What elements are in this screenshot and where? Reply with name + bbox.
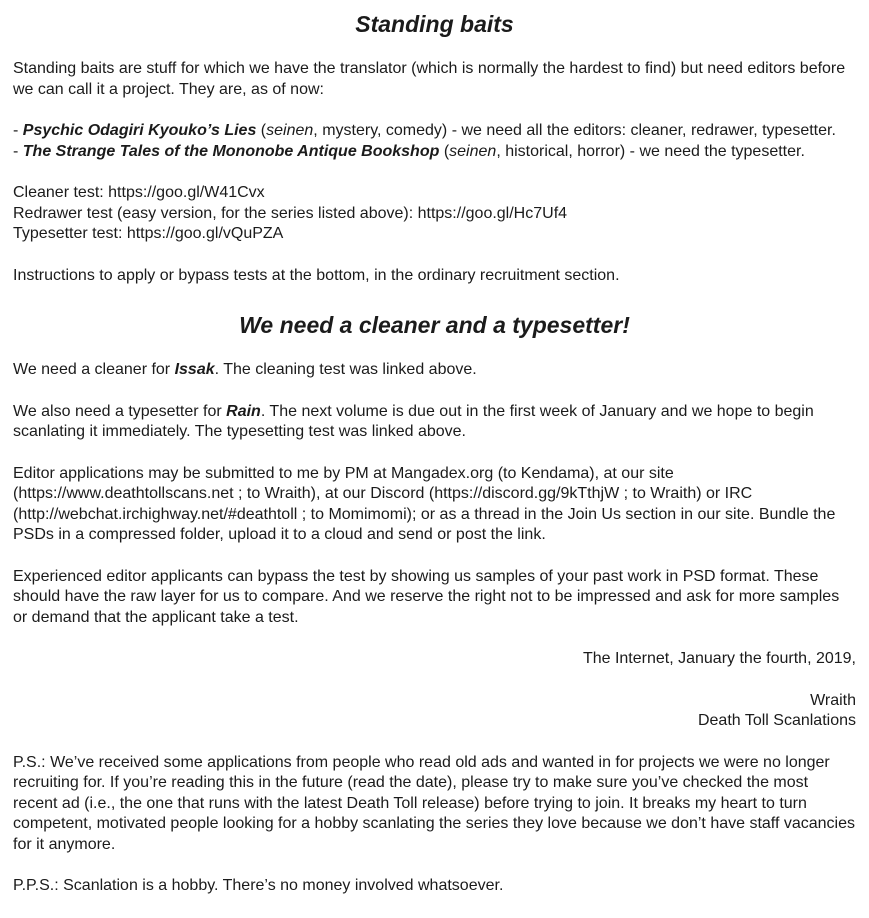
test-bypass-paragraph (13, 567, 856, 629)
text-span: Death Toll Scanlations (697, 712, 856, 729)
text-span: P.P.S.: Scanlation is a hobby. There’s no money involved whatsoever. (13, 877, 504, 894)
cleaner-needed-paragraph (13, 360, 856, 381)
cleaner-test-link-line (13, 183, 856, 204)
text-span: Standing baits are stuff for which we have the translator (which is normally the hardest to find) but need editors before we can call it a project. They are, as of now: (13, 60, 846, 98)
text-span: We need a cleaner and a typesetter! (239, 312, 630, 338)
text-span: seinen (266, 122, 314, 139)
text-span: Wraith (810, 691, 856, 709)
standing-bait-item-psychic-odagiri (13, 121, 856, 142)
text-span: Standing baits (355, 11, 514, 37)
text-span: We also need a typesetter for (13, 402, 227, 420)
signature-name (13, 691, 856, 712)
intro-paragraph (13, 59, 856, 100)
application-instructions-paragraph (13, 464, 856, 546)
text-span: The Strange Tales of the Mononobe Antique Bookshop (22, 142, 440, 160)
redrawer-test-link-line (13, 204, 856, 225)
text-span: Cleaner test: https://goo.gl/W41Cvx (13, 184, 265, 201)
text-span: , historical, horror) - we need the typesetter. (496, 142, 805, 160)
text-span: Typesetter test: https://goo.gl/vQuPZA (13, 225, 284, 242)
text-span: - (13, 122, 23, 139)
text-span: ( (439, 142, 450, 160)
text-span: ( (256, 122, 267, 139)
text-span: Redrawer test (easy version, for the series listed above): https://goo.gl/Hc7Uf4 (13, 204, 568, 222)
typesetter-needed-paragraph (13, 402, 856, 443)
text-span: Rain (226, 402, 261, 420)
text-span: Psychic Odagiri Kyouko’s Lies (22, 122, 257, 139)
page-title (13, 10, 856, 38)
text-span: Instructions to apply or bypass tests at the bottom, in the ordinary recruitment section. (13, 266, 620, 284)
signature-group (13, 711, 856, 732)
text-span: - (13, 142, 23, 160)
text-span: . The cleaning test was linked above. (214, 361, 477, 378)
text-span: Experienced editor applicants can bypass the test by showing us samples of your past work in PSD format. These should have the raw layer for us to compare. And we reserve the right not to be impressed and ask for more samples or demand that the applicant take a test. (13, 567, 840, 626)
section-heading-need-cleaner-typesetter (13, 311, 856, 339)
text-span: Issak (174, 361, 215, 378)
postscript-paragraph (13, 753, 856, 856)
text-span: We need a cleaner for (13, 361, 175, 378)
text-span: Editor applications may be submitted to me by PM at Mangadex.org (to Kendama), at our site (https://www.deathtollscans.net ; to Wraith), at our Discord (https://discord.gg/9kTthjW ; to Wraith) or IRC (http://webchat.irchighway.net/#deathtoll ; to Momimomi); or as a thread in the Join Us section in our site. Bundle the PSDs in a compressed folder, upload it to a cloud and send or post the link. (13, 464, 836, 543)
standing-bait-item-mononobe-bookshop (13, 142, 856, 163)
typesetter-test-link-line (13, 224, 856, 245)
instructions-note (13, 266, 856, 287)
text-span: . The next volume is due out in the first week of January and we hope to begin scanlating it immediately. The typesetting test was linked above. (13, 402, 814, 440)
text-span: The Internet, January the fourth, 2019, (582, 650, 856, 667)
text-span: P.S.: We’ve received some applications from people who read old ads and wanted in for projects we were no longer recruiting for. If you’re reading this in the future (read the date), please try to make sure you’ve checked the most recent ad (i.e., the one that runs with the latest Death Toll release) before trying to join. It breaks my heart to turn competent, motivated people looking for a hobby scanlating the series they love because we don’t have staff vacancies for it anymore. (13, 753, 855, 853)
text-span: seinen (449, 142, 497, 160)
post-postscript-paragraph (13, 876, 856, 897)
text-span: , mystery, comedy) - we need all the editors: cleaner, redrawer, typesetter. (313, 122, 836, 139)
dateline (13, 649, 856, 670)
